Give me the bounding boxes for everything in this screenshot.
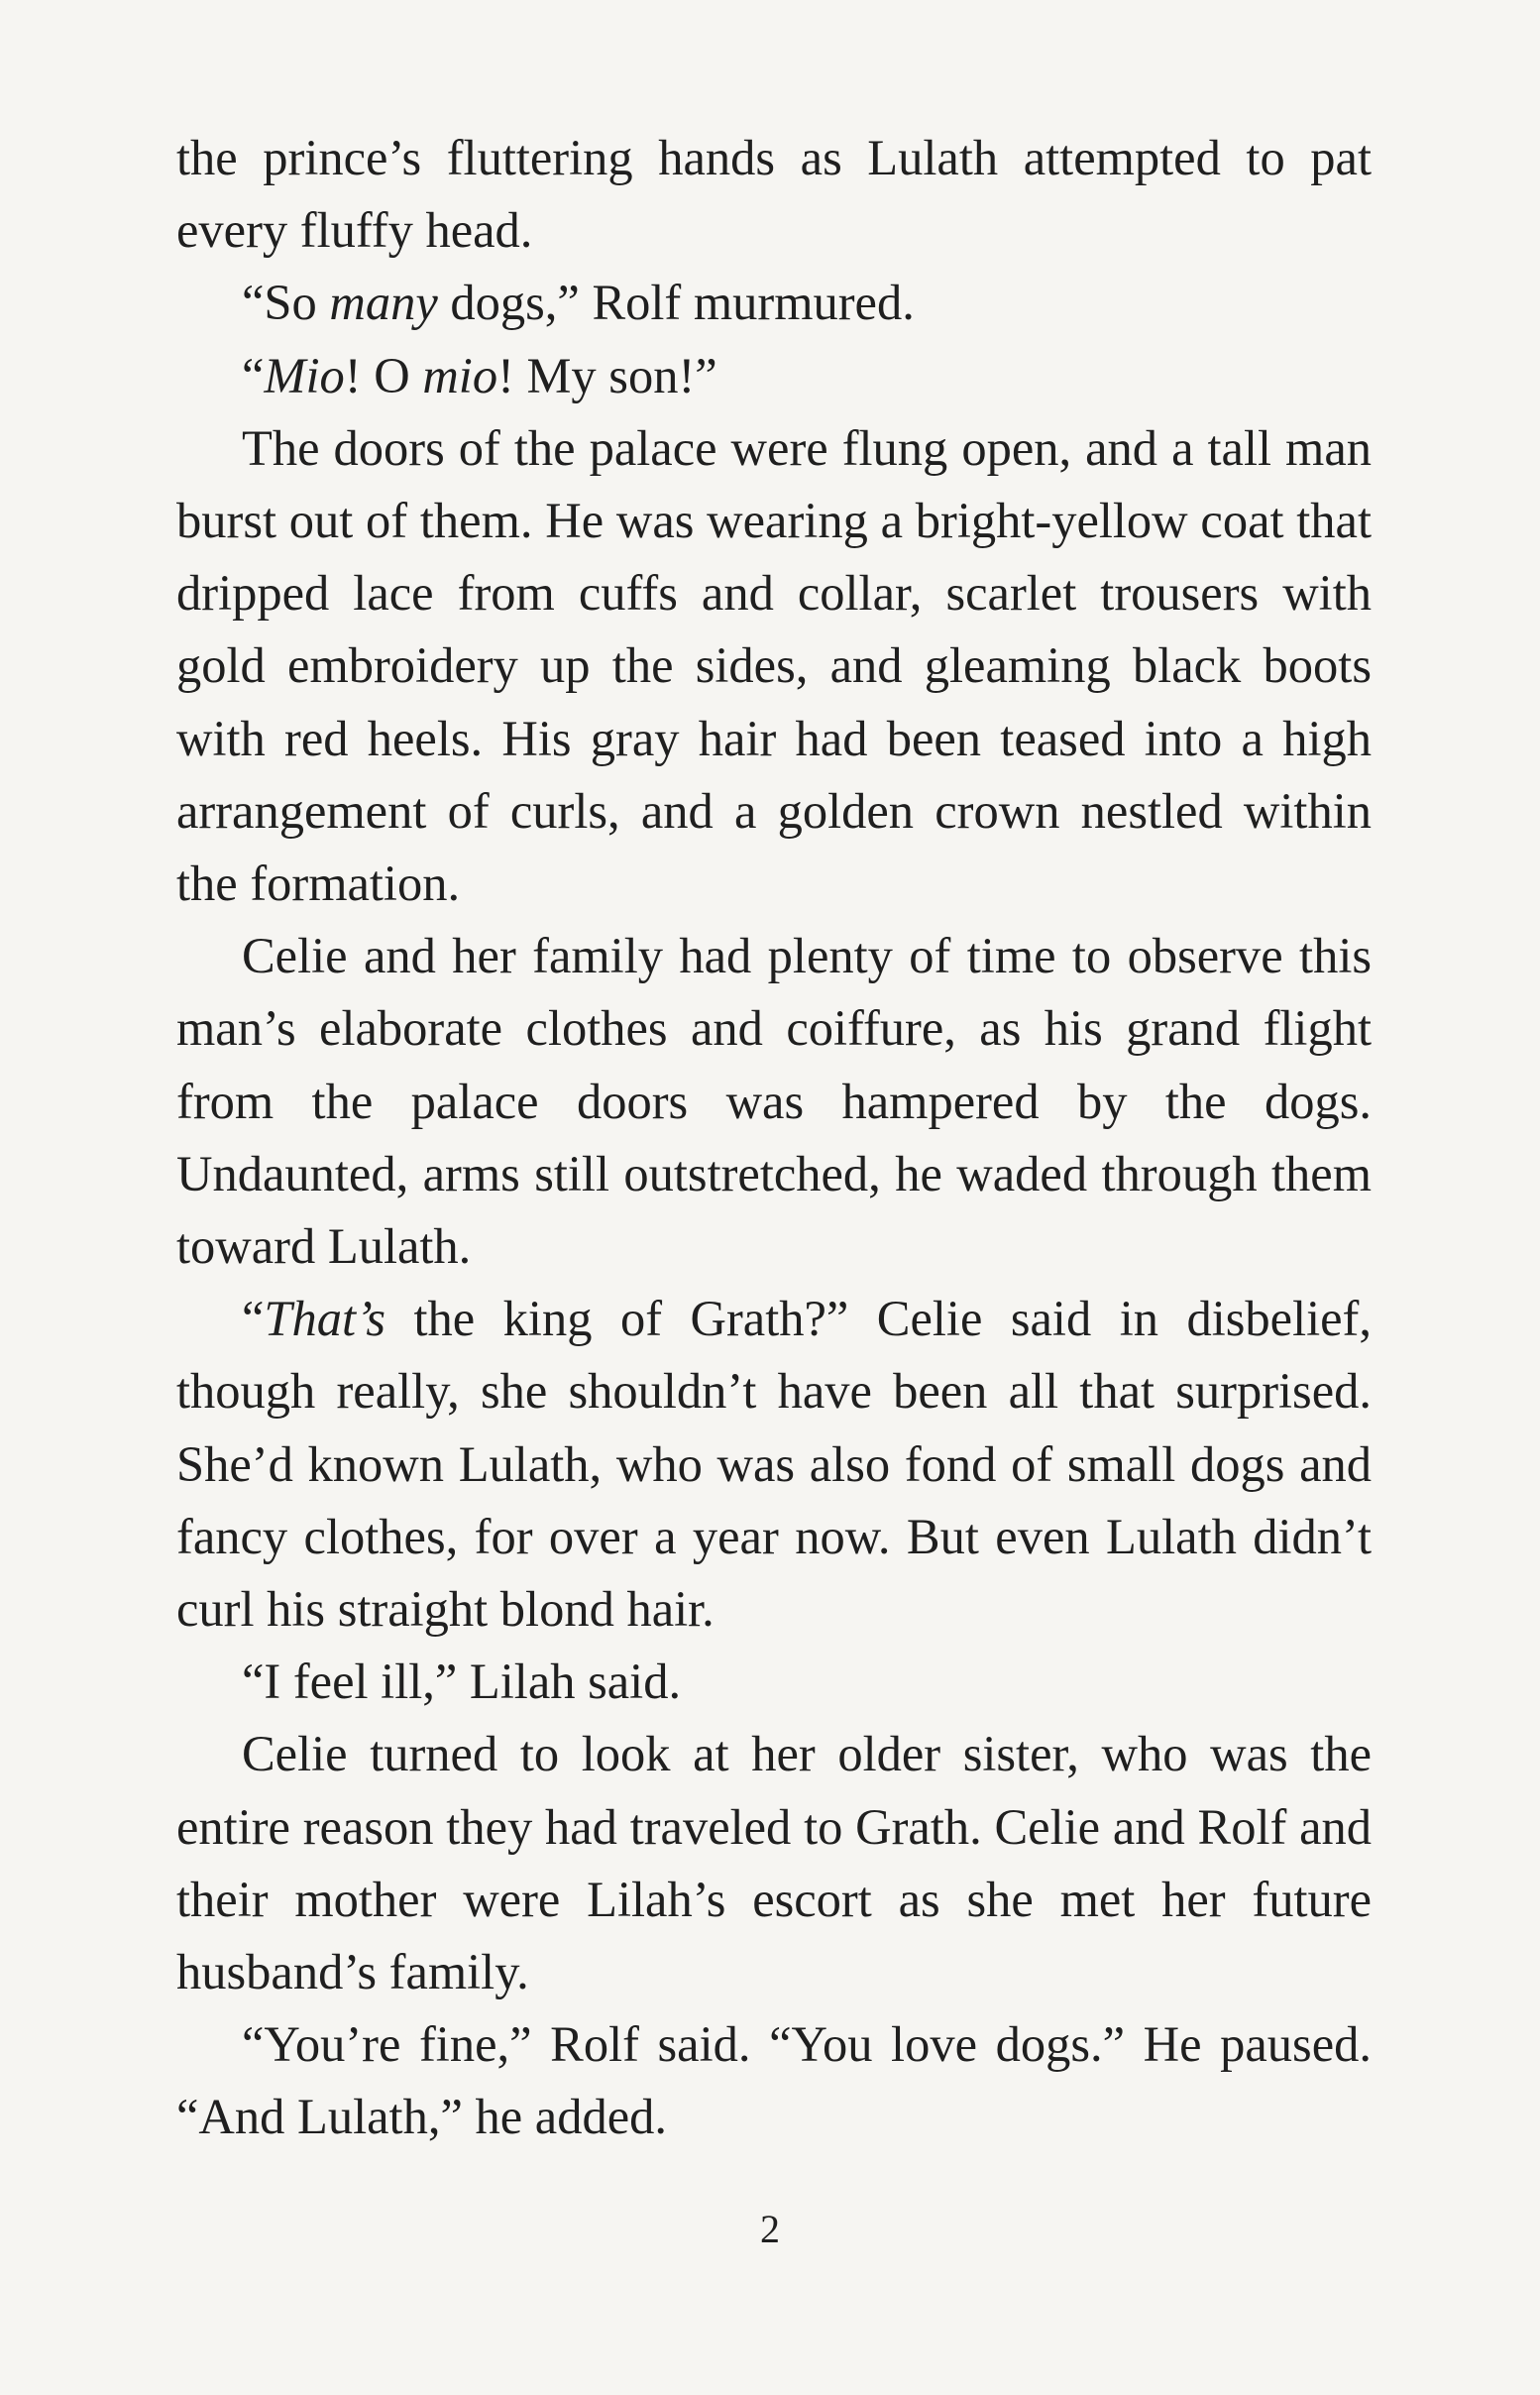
paragraph [176,340,1372,412]
paragraph [176,267,1372,339]
text-run: “So [242,275,330,331]
text-run: “I feel ill,” Lilah said. [242,1654,682,1710]
text-run: the prince’s fluttering hands as Lulath attempted to pat every fluffy head. [176,130,1372,259]
text-run: ! My son!” [497,347,717,403]
text-run: dogs,” Rolf murmured. [437,275,915,331]
text-run: Celie turned to look at her older sister, who was the entire reason they had traveled to Grath. Celie and Rolf and their mother were Lilah’s escort as she met her future husband’s family. [176,1726,1372,2000]
text-run: “ [242,1291,265,1347]
text-run: Celie and her family had plenty of time to observe this man’s elaborate clothes and coiffure, as his grand flight from the palace doors was hampered by the dogs. Undaunted, arms still outstretched, he waded through them toward Lulath. [176,928,1372,1275]
text-run: “You’re fine,” Rolf said. “You love dogs.” He paused. “And Lulath,” he added. [176,2016,1372,2145]
italic-run: That’s [264,1291,385,1347]
text-run: “ [242,347,265,403]
page-number: 2 [760,2207,780,2251]
body-text [176,122,1372,2154]
paragraph [176,1718,1372,2008]
paragraph [176,1646,1372,1718]
text-run: ! O [344,347,423,403]
paragraph [176,2008,1372,2153]
italic-run: many [329,275,438,331]
text-run: the king of Grath?” Celie said in disbelief, though really, she shouldn’t have been all that surprised. She’d known Lulath, who was also fond of small dogs and fancy clothes, for over a year now. But even Lulath didn’t curl his straight blond hair. [176,1291,1372,1638]
italic-run: mio [422,347,498,403]
text-run: The doors of the palace were flung open, and a tall man burst out of them. He was wearing a bright-yellow coat that dripped lace from cuffs and collar, scarlet trousers with gold embroidery up the sides, and gleaming black boots with red heels. His gray hair had been teased into a high arrangement of curls, and a golden crown nestled within the formation. [176,419,1372,912]
paragraph [176,920,1372,1283]
italic-run: Mio [264,347,345,403]
paragraph [176,122,1372,267]
paragraph [176,1283,1372,1646]
paragraph [176,412,1372,920]
